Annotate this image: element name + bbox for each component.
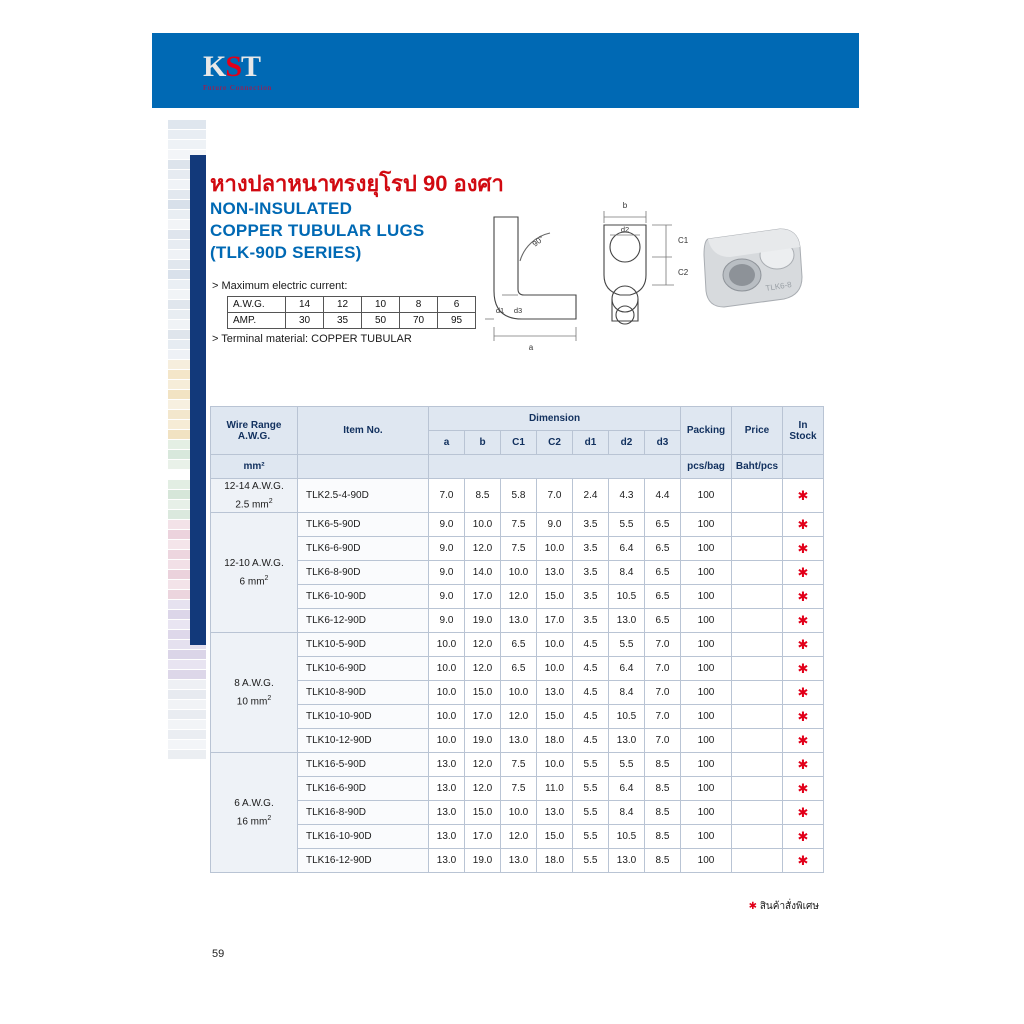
dim-d2-cell: 13.0 bbox=[609, 729, 645, 753]
dim-a-cell: 9.0 bbox=[429, 609, 465, 633]
table-row bbox=[211, 561, 824, 585]
price-cell bbox=[732, 849, 783, 873]
amp-table-row-amp bbox=[228, 313, 476, 329]
dim-d2-cell: 10.5 bbox=[609, 825, 645, 849]
dim-d1-cell: 4.5 bbox=[573, 633, 609, 657]
item-no-cell: TLK16-6-90D bbox=[298, 777, 429, 801]
wire-range-cell: 12-10 A.W.G. 6 $mm^2$ bbox=[211, 513, 298, 633]
amp-value-2: 50 bbox=[362, 313, 400, 329]
table-row bbox=[211, 537, 824, 561]
table-row bbox=[211, 849, 824, 873]
svg-text:C1: C1 bbox=[678, 236, 689, 245]
title-line-2: COPPER TUBULAR LUGS bbox=[210, 221, 425, 240]
amp-table-row-awg bbox=[228, 297, 476, 313]
dim-b-cell: 8.5 bbox=[465, 479, 501, 513]
dim-c1-cell: 5.8 bbox=[501, 479, 537, 513]
dim-b-cell: 12.0 bbox=[465, 537, 501, 561]
dim-d1-cell: 3.5 bbox=[573, 561, 609, 585]
amp-row-label-amp: AMP. bbox=[228, 313, 286, 329]
dim-c2-cell: 18.0 bbox=[537, 729, 573, 753]
dim-b-cell: 12.0 bbox=[465, 633, 501, 657]
swatch-row bbox=[168, 650, 206, 660]
price-cell bbox=[732, 537, 783, 561]
table-row bbox=[211, 825, 824, 849]
swatch-row bbox=[168, 740, 206, 750]
footnote-text: สินค้าสั่งพิเศษ bbox=[759, 901, 819, 912]
dim-c2-cell: 10.0 bbox=[537, 537, 573, 561]
subheader-mm2: mm² bbox=[211, 455, 298, 479]
swatch-row bbox=[168, 690, 206, 700]
item-no-cell: TLK10-8-90D bbox=[298, 681, 429, 705]
amp-value-4: 95 bbox=[438, 313, 476, 329]
swatch-row bbox=[168, 120, 206, 130]
dim-b-cell: 10.0 bbox=[465, 513, 501, 537]
dim-a-cell: 13.0 bbox=[429, 849, 465, 873]
dim-a-cell: 13.0 bbox=[429, 777, 465, 801]
amp-awg-3: 8 bbox=[400, 297, 438, 313]
dim-c1-cell: 10.0 bbox=[501, 681, 537, 705]
packing-cell: 100 bbox=[681, 479, 732, 513]
dim-c2-cell: 13.0 bbox=[537, 801, 573, 825]
page-spine-marker bbox=[190, 155, 206, 645]
svg-text:d3: d3 bbox=[513, 306, 523, 315]
price-cell bbox=[732, 561, 783, 585]
price-cell bbox=[732, 479, 783, 513]
header-packing: Packing bbox=[681, 407, 732, 455]
dim-c2-cell: 15.0 bbox=[537, 585, 573, 609]
subheader-stock-blank bbox=[783, 455, 824, 479]
swatch-row bbox=[168, 660, 206, 670]
dim-d1-cell: 4.5 bbox=[573, 657, 609, 681]
table-row bbox=[211, 681, 824, 705]
dim-d3-cell: 8.5 bbox=[645, 849, 681, 873]
in-stock-cell: ✱ bbox=[783, 609, 824, 633]
price-cell bbox=[732, 681, 783, 705]
in-stock-cell: ✱ bbox=[783, 729, 824, 753]
dim-d2-cell: 5.5 bbox=[609, 753, 645, 777]
dim-d3-cell: 6.5 bbox=[645, 537, 681, 561]
packing-cell: 100 bbox=[681, 729, 732, 753]
dim-c2-cell: 7.0 bbox=[537, 479, 573, 513]
in-stock-cell: ✱ bbox=[783, 633, 824, 657]
dim-b-cell: 17.0 bbox=[465, 705, 501, 729]
dim-d1-cell: 5.5 bbox=[573, 849, 609, 873]
logo-letter-s: S bbox=[225, 50, 242, 83]
packing-cell: 100 bbox=[681, 609, 732, 633]
subheader-pcs-bag: pcs/bag bbox=[681, 455, 732, 479]
dim-c1-cell: 13.0 bbox=[501, 849, 537, 873]
dim-c2-cell: 15.0 bbox=[537, 825, 573, 849]
packing-cell: 100 bbox=[681, 681, 732, 705]
subheader-dim-blank bbox=[429, 455, 681, 479]
logo-letter-k: K bbox=[203, 50, 226, 83]
dim-c1-cell: 7.5 bbox=[501, 777, 537, 801]
dim-c2-cell: 17.0 bbox=[537, 609, 573, 633]
price-cell bbox=[732, 825, 783, 849]
price-cell bbox=[732, 609, 783, 633]
price-cell bbox=[732, 753, 783, 777]
dim-b-cell: 19.0 bbox=[465, 729, 501, 753]
header-item-no: Item No. bbox=[298, 407, 429, 455]
dim-c2-cell: 10.0 bbox=[537, 657, 573, 681]
item-no-cell: TLK16-8-90D bbox=[298, 801, 429, 825]
header-underline bbox=[152, 108, 859, 112]
subheader-d1: d1 bbox=[573, 431, 609, 455]
dim-a-cell: 13.0 bbox=[429, 825, 465, 849]
item-no-cell: TLK2.5-4-90D bbox=[298, 479, 429, 513]
header-dimension: Dimension bbox=[429, 407, 681, 431]
dim-b-cell: 14.0 bbox=[465, 561, 501, 585]
header-in-stock: In Stock bbox=[783, 407, 824, 455]
in-stock-cell: ✱ bbox=[783, 479, 824, 513]
dim-b-cell: 15.0 bbox=[465, 801, 501, 825]
in-stock-cell: ✱ bbox=[783, 657, 824, 681]
dim-c1-cell: 12.0 bbox=[501, 585, 537, 609]
table-row bbox=[211, 479, 824, 513]
price-cell bbox=[732, 801, 783, 825]
dim-c1-cell: 6.5 bbox=[501, 657, 537, 681]
product-technical-drawing bbox=[480, 195, 860, 355]
dim-d2-cell: 10.5 bbox=[609, 585, 645, 609]
dim-d2-cell: 10.5 bbox=[609, 705, 645, 729]
dim-d3-cell: 8.5 bbox=[645, 753, 681, 777]
product-specification-table bbox=[210, 406, 824, 873]
logo-letter-t: T bbox=[241, 50, 261, 83]
dim-d3-cell: 8.5 bbox=[645, 801, 681, 825]
dim-a-cell: 13.0 bbox=[429, 753, 465, 777]
logo-tagline: Future Connection bbox=[203, 84, 273, 92]
dim-d3-cell: 7.0 bbox=[645, 681, 681, 705]
in-stock-cell: ✱ bbox=[783, 705, 824, 729]
title-line-3: (TLK-90D SERIES) bbox=[210, 243, 362, 262]
amp-value-1: 35 bbox=[324, 313, 362, 329]
packing-cell: 100 bbox=[681, 801, 732, 825]
subheader-a: a bbox=[429, 431, 465, 455]
dim-c2-cell: 18.0 bbox=[537, 849, 573, 873]
amp-rating-table bbox=[227, 296, 476, 329]
footnote-star-icon: ✱ bbox=[748, 901, 758, 912]
logo-wordmark bbox=[203, 52, 323, 82]
dim-d1-cell: 3.5 bbox=[573, 585, 609, 609]
dim-d2-cell: 5.5 bbox=[609, 513, 645, 537]
subheader-c1: C1 bbox=[501, 431, 537, 455]
dim-a-cell: 10.0 bbox=[429, 657, 465, 681]
dim-c1-cell: 7.5 bbox=[501, 537, 537, 561]
subheader-c2: C2 bbox=[537, 431, 573, 455]
dim-a-cell: 9.0 bbox=[429, 537, 465, 561]
header-price: Price bbox=[732, 407, 783, 455]
wire-range-cell: 6 A.W.G. 16 $mm^2$ bbox=[211, 753, 298, 873]
dim-b-cell: 17.0 bbox=[465, 825, 501, 849]
dim-d1-cell: 2.4 bbox=[573, 479, 609, 513]
dim-a-cell: 10.0 bbox=[429, 705, 465, 729]
dim-a-cell: 10.0 bbox=[429, 681, 465, 705]
price-cell bbox=[732, 513, 783, 537]
dim-c1-cell: 7.5 bbox=[501, 513, 537, 537]
max-current-label: > Maximum electric current: bbox=[212, 280, 348, 292]
item-no-cell: TLK6-5-90D bbox=[298, 513, 429, 537]
packing-cell: 100 bbox=[681, 849, 732, 873]
dim-d2-cell: 5.5 bbox=[609, 633, 645, 657]
svg-text:C2: C2 bbox=[678, 268, 689, 277]
amp-awg-4: 6 bbox=[438, 297, 476, 313]
packing-cell: 100 bbox=[681, 633, 732, 657]
dim-d1-cell: 5.5 bbox=[573, 777, 609, 801]
dim-d2-cell: 8.4 bbox=[609, 681, 645, 705]
price-cell bbox=[732, 729, 783, 753]
item-no-cell: TLK6-6-90D bbox=[298, 537, 429, 561]
dim-c1-cell: 13.0 bbox=[501, 609, 537, 633]
swatch-row bbox=[168, 700, 206, 710]
dim-a-cell: 9.0 bbox=[429, 513, 465, 537]
table-header-row-1 bbox=[211, 407, 824, 431]
dim-b-cell: 19.0 bbox=[465, 849, 501, 873]
in-stock-cell: ✱ bbox=[783, 585, 824, 609]
dim-a-cell: 9.0 bbox=[429, 585, 465, 609]
dim-a-cell: 10.0 bbox=[429, 729, 465, 753]
amp-awg-1: 12 bbox=[324, 297, 362, 313]
item-no-cell: TLK10-5-90D bbox=[298, 633, 429, 657]
price-cell bbox=[732, 777, 783, 801]
table-row bbox=[211, 657, 824, 681]
item-no-cell: TLK6-10-90D bbox=[298, 585, 429, 609]
dim-c1-cell: 12.0 bbox=[501, 705, 537, 729]
svg-text:90°: 90° bbox=[530, 234, 546, 249]
dim-b-cell: 12.0 bbox=[465, 657, 501, 681]
item-no-cell: TLK16-5-90D bbox=[298, 753, 429, 777]
dim-d1-cell: 3.5 bbox=[573, 537, 609, 561]
table-row bbox=[211, 633, 824, 657]
swatch-row bbox=[168, 750, 206, 760]
swatch-row bbox=[168, 730, 206, 740]
price-cell bbox=[732, 657, 783, 681]
page-number: 59 bbox=[212, 948, 225, 960]
dim-d3-cell: 8.5 bbox=[645, 777, 681, 801]
swatch-row bbox=[168, 720, 206, 730]
subheader-d3: d3 bbox=[645, 431, 681, 455]
in-stock-cell: ✱ bbox=[783, 849, 824, 873]
dim-d1-cell: 4.5 bbox=[573, 681, 609, 705]
page-title-thai: หางปลาหนาทรงยุโรป 90 องศา bbox=[210, 171, 504, 196]
dim-a-cell: 9.0 bbox=[429, 561, 465, 585]
dim-d1-cell: 4.5 bbox=[573, 705, 609, 729]
swatch-row bbox=[168, 670, 206, 680]
table-row bbox=[211, 801, 824, 825]
swatch-row bbox=[168, 680, 206, 690]
dim-a-cell: 13.0 bbox=[429, 801, 465, 825]
table-row bbox=[211, 705, 824, 729]
amp-awg-2: 10 bbox=[362, 297, 400, 313]
packing-cell: 100 bbox=[681, 777, 732, 801]
dim-a-cell: 7.0 bbox=[429, 479, 465, 513]
dim-b-cell: 17.0 bbox=[465, 585, 501, 609]
title-line-1: NON-INSULATED bbox=[210, 199, 353, 218]
dim-c2-cell: 15.0 bbox=[537, 705, 573, 729]
table-row bbox=[211, 513, 824, 537]
price-cell bbox=[732, 705, 783, 729]
subheader-baht-pcs: Baht/pcs bbox=[732, 455, 783, 479]
item-no-cell: TLK10-12-90D bbox=[298, 729, 429, 753]
dim-d3-cell: 7.0 bbox=[645, 729, 681, 753]
dim-d3-cell: 6.5 bbox=[645, 609, 681, 633]
packing-cell: 100 bbox=[681, 825, 732, 849]
in-stock-cell: ✱ bbox=[783, 681, 824, 705]
subheader-item-blank bbox=[298, 455, 429, 479]
table-row bbox=[211, 585, 824, 609]
terminal-material-label: > Terminal material: COPPER TUBULAR bbox=[212, 333, 412, 345]
svg-text:TLK6-8: TLK6-8 bbox=[764, 279, 793, 293]
packing-cell: 100 bbox=[681, 513, 732, 537]
wire-range-cell: 12-14 A.W.G. 2.5 $mm^2$ bbox=[211, 479, 298, 513]
swatch-row bbox=[168, 130, 206, 140]
dim-d1-cell: 5.5 bbox=[573, 801, 609, 825]
kst-logo bbox=[203, 52, 323, 96]
in-stock-cell: ✱ bbox=[783, 777, 824, 801]
in-stock-cell: ✱ bbox=[783, 825, 824, 849]
packing-cell: 100 bbox=[681, 585, 732, 609]
in-stock-cell: ✱ bbox=[783, 801, 824, 825]
amp-awg-0: 14 bbox=[286, 297, 324, 313]
header-wire-range: Wire Range A.W.G. bbox=[211, 407, 298, 455]
dim-d1-cell: 5.5 bbox=[573, 825, 609, 849]
item-no-cell: TLK16-10-90D bbox=[298, 825, 429, 849]
item-no-cell: TLK6-12-90D bbox=[298, 609, 429, 633]
dim-c1-cell: 6.5 bbox=[501, 633, 537, 657]
dim-c1-cell: 10.0 bbox=[501, 561, 537, 585]
amp-row-label-awg: A.W.G. bbox=[228, 297, 286, 313]
dim-d3-cell: 6.5 bbox=[645, 561, 681, 585]
dim-d2-cell: 8.4 bbox=[609, 561, 645, 585]
packing-cell: 100 bbox=[681, 657, 732, 681]
dim-d2-cell: 6.4 bbox=[609, 537, 645, 561]
dim-c1-cell: 7.5 bbox=[501, 753, 537, 777]
amp-value-3: 70 bbox=[400, 313, 438, 329]
dim-c1-cell: 13.0 bbox=[501, 729, 537, 753]
dim-d2-cell: 8.4 bbox=[609, 801, 645, 825]
price-cell bbox=[732, 633, 783, 657]
dim-d1-cell: 3.5 bbox=[573, 513, 609, 537]
special-order-footnote bbox=[749, 899, 819, 914]
dim-d2-cell: 4.3 bbox=[609, 479, 645, 513]
svg-text:d1: d1 bbox=[495, 306, 505, 315]
wire-range-cell: 8 A.W.G. 10 $mm^2$ bbox=[211, 633, 298, 753]
dim-d3-cell: 8.5 bbox=[645, 825, 681, 849]
dim-d3-cell: 7.0 bbox=[645, 633, 681, 657]
packing-cell: 100 bbox=[681, 537, 732, 561]
dim-d1-cell: 5.5 bbox=[573, 753, 609, 777]
dim-c2-cell: 11.0 bbox=[537, 777, 573, 801]
in-stock-cell: ✱ bbox=[783, 537, 824, 561]
subheader-b: b bbox=[465, 431, 501, 455]
dim-d3-cell: 7.0 bbox=[645, 705, 681, 729]
table-row bbox=[211, 609, 824, 633]
item-no-cell: TLK16-12-90D bbox=[298, 849, 429, 873]
dim-b-cell: 12.0 bbox=[465, 777, 501, 801]
swatch-row bbox=[168, 710, 206, 720]
item-no-cell: TLK10-6-90D bbox=[298, 657, 429, 681]
packing-cell: 100 bbox=[681, 561, 732, 585]
dim-d2-cell: 13.0 bbox=[609, 849, 645, 873]
dim-c1-cell: 12.0 bbox=[501, 825, 537, 849]
amp-value-0: 30 bbox=[286, 313, 324, 329]
svg-text:d2: d2 bbox=[620, 225, 630, 234]
in-stock-cell: ✱ bbox=[783, 753, 824, 777]
svg-text:a: a bbox=[528, 343, 534, 352]
dim-d2-cell: 6.4 bbox=[609, 777, 645, 801]
subheader-d2: d2 bbox=[609, 431, 645, 455]
page-title-english bbox=[210, 198, 424, 264]
dim-c2-cell: 13.0 bbox=[537, 561, 573, 585]
dim-d1-cell: 3.5 bbox=[573, 609, 609, 633]
table-row bbox=[211, 729, 824, 753]
in-stock-cell: ✱ bbox=[783, 561, 824, 585]
dim-d3-cell: 4.4 bbox=[645, 479, 681, 513]
dim-d3-cell: 7.0 bbox=[645, 657, 681, 681]
dim-b-cell: 15.0 bbox=[465, 681, 501, 705]
table-row bbox=[211, 753, 824, 777]
dim-c2-cell: 9.0 bbox=[537, 513, 573, 537]
dim-d2-cell: 6.4 bbox=[609, 657, 645, 681]
swatch-row bbox=[168, 140, 206, 150]
item-no-cell: TLK6-8-90D bbox=[298, 561, 429, 585]
item-no-cell: TLK10-10-90D bbox=[298, 705, 429, 729]
dim-d3-cell: 6.5 bbox=[645, 585, 681, 609]
dim-d3-cell: 6.5 bbox=[645, 513, 681, 537]
dim-c2-cell: 13.0 bbox=[537, 681, 573, 705]
packing-cell: 100 bbox=[681, 753, 732, 777]
dim-c2-cell: 10.0 bbox=[537, 633, 573, 657]
dim-c2-cell: 10.0 bbox=[537, 753, 573, 777]
price-cell bbox=[732, 585, 783, 609]
dim-b-cell: 19.0 bbox=[465, 609, 501, 633]
in-stock-cell: ✱ bbox=[783, 513, 824, 537]
dim-d2-cell: 13.0 bbox=[609, 609, 645, 633]
dim-d1-cell: 4.5 bbox=[573, 729, 609, 753]
table-row bbox=[211, 777, 824, 801]
dim-a-cell: 10.0 bbox=[429, 633, 465, 657]
packing-cell: 100 bbox=[681, 705, 732, 729]
dim-c1-cell: 10.0 bbox=[501, 801, 537, 825]
table-header-row-3 bbox=[211, 455, 824, 479]
dim-b-cell: 12.0 bbox=[465, 753, 501, 777]
svg-text:b: b bbox=[622, 201, 628, 210]
